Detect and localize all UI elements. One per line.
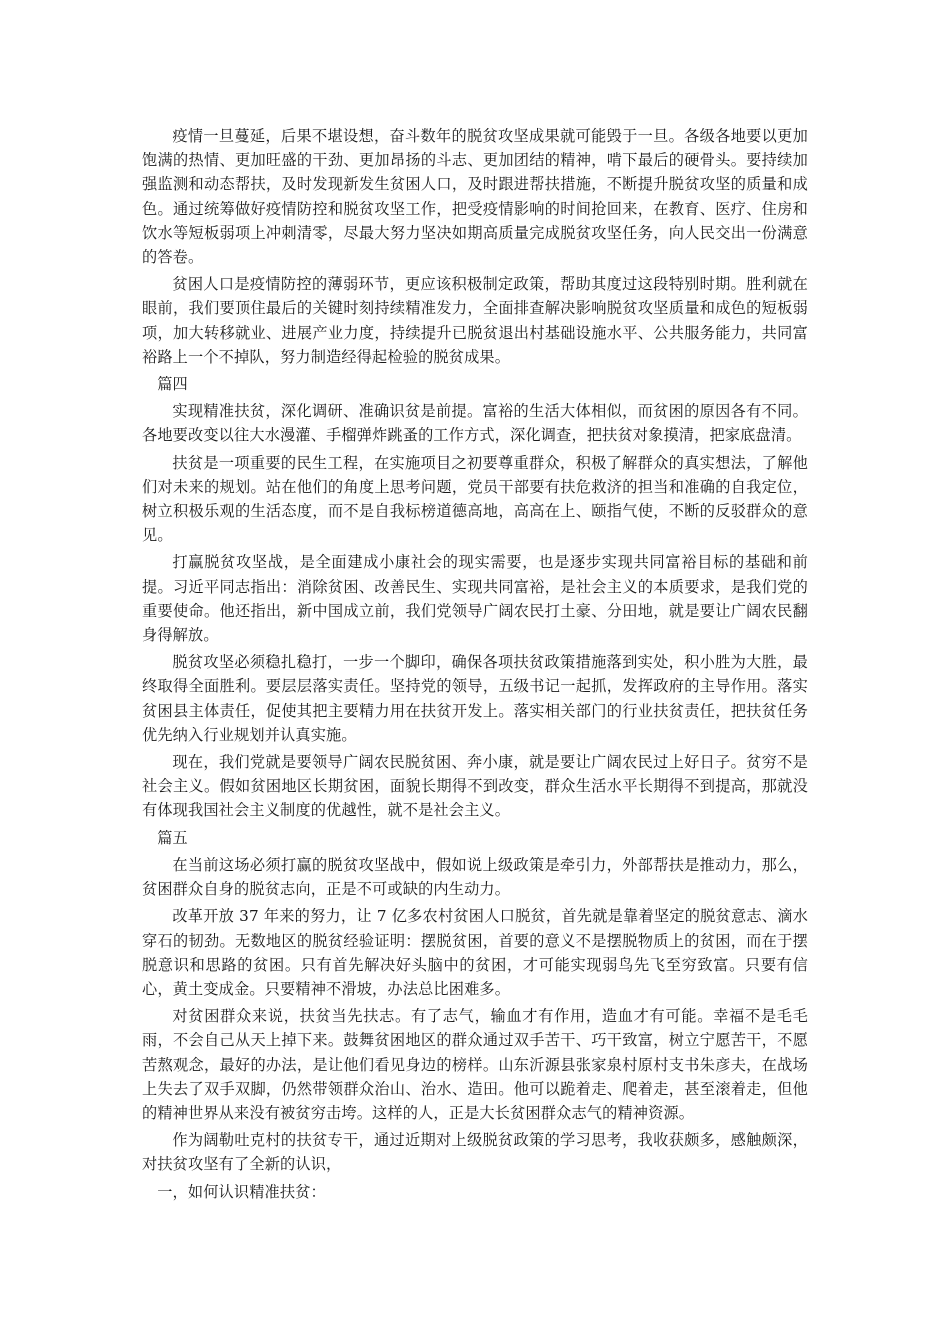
paragraph: 疫情一旦蔓延，后果不堪设想，奋斗数年的脱贫攻坚成果就可能毁于一旦。各级各地要以更加饱满的热情、更加旺盛的干劲、更加昂扬的斗志、更加团结的精神，啃下最后的硬骨头。要持续加强监测和动态帮扶，及时发现新发生贫困人口，及时跟进帮扶措施，不断提升脱贫攻坚的质量和成色。通过统筹做好疫情防控和脱贫攻坚工作，把受疫情影响的时间抢回来，在教育、医疗、住房和饮水等短板弱项上冲刺清零，尽最大努力坚决如期高质量完成脱贫攻坚任务，向人民交出一份满意的答卷。 (142, 127, 808, 267)
paragraph: 改革开放 37 年来的努力，让 7 亿多农村贫困人口脱贫，首先就是靠着坚定的脱贫意志、滴水穿石的韧劲。无数地区的脱贫经验证明：摆脱贫困，首要的意义不是摆脱物质上的贫困，而在于摆脱意识和思路的贫困。只有首先解决好头脑中的贫困，才可能实现弱鸟先飞至穷致富。只要有信心，黄土变成金。只要精神不滑坡，办法总比困难多。 (142, 907, 808, 998)
paragraph: 实现精准扶贫，深化调研、准确识贫是前提。富裕的生活大体相似，而贫困的原因各有不同。各地要改变以往大水漫灌、手榴弹炸跳蚤的工作方式，深化调查，把扶贫对象摸清，把家底盘清。 (142, 402, 808, 445)
paragraph: 贫困人口是疫情防控的薄弱环节，更应该积极制定政策，帮助其度过这段特别时期。胜利就在眼前，我们要顶住最后的关键时刻持续精准发力，全面排查解决影响脱贫攻坚质量和成色的短板弱项，加大转移就业、进展产业力度，持续提升已脱贫退出村基础设施水平、公共服务能力，共同富裕路上一个不掉队，努力制造经得起检验的脱贫成果。 (142, 275, 808, 366)
paragraph: 打赢脱贫攻坚战，是全面建成小康社会的现实需要，也是逐步实现共同富裕目标的基础和前提。习近平同志指出：消除贫困、改善民生、实现共同富裕，是社会主义的本质要求，是我们党的重要使命。他还指出，新中国成立前，我们党领导广阔农民打土豪、分田地，就是要让广阔农民翻身得解放。 (142, 553, 808, 645)
section-heading: 篇四 (157, 375, 188, 394)
paragraph: 现在，我们党就是要领导广阔农民脱贫困、奔小康，就是要让广阔农民过上好日子。贫穷不是社会主义。假如贫困地区长期贫困，面貌长期得不到改变，群众生活水平长期得不到提高，那就没有体现我国社会主义制度的优越性，就不是社会主义。 (142, 753, 808, 820)
paragraph: 作为阔勒吐克村的扶贫专干，通过近期对上级脱贫政策的学习思考，我收获颇多，感触颇深，对扶贫攻坚有了全新的认识， (142, 1131, 808, 1174)
section-heading: 篇五 (157, 828, 188, 847)
paragraph: 对贫困群众来说，扶贫当先扶志。有了志气，输血才有作用，造血才有可能。幸福不是毛毛雨，不会自己从天上掉下来。鼓舞贫困地区的群众通过双手苦干、巧干致富，树立宁愿苦干，不愿苦熬观念，最好的办法，是让他们看见身边的榜样。山东沂源县张家泉村原村支书朱彦夫，在战场上失去了双手双脚，仍然带领群众治山、治水、造田。他可以跪着走、爬着走，甚至滚着走，但他的精神世界从来没有被贫穷击垮。这样的人，正是大长贫困群众志气的精神资源。 (142, 1007, 808, 1122)
paragraph: 脱贫攻坚必须稳扎稳打，一步一个脚印，确保各项扶贫政策措施落到实处，积小胜为大胜，最终取得全面胜利。要层层落实责任。坚持党的领导，五级书记一起抓，发挥政府的主导作用。落实贫困县主体责任，促使其把主要精力用在扶贫开发上。落实相关部门的行业扶贫责任，把扶贫任务优先纳入行业规划并认真实施。 (142, 653, 808, 744)
document-body (142, 124, 808, 1207)
section-heading: 一，如何认识精准扶贫： (157, 1182, 326, 1201)
paragraph: 在当前这场必须打赢的脱贫攻坚战中，假如说上级政策是牵引力，外部帮扶是推动力，那么，贫困群众自身的脱贫志向，正是不可或缺的内生动力。 (142, 855, 808, 899)
paragraph: 扶贫是一项重要的民生工程，在实施项目之初要尊重群众，积极了解群众的真实想法，了解他们对未来的规划。站在他们的角度上思考问题，党员干部要有扶危救济的担当和准确的自我定位，树立积极乐观的生活态度，而不是自我标榜道德高地，高高在上、颐指气使，不断的反驳群众的意见。 (142, 453, 808, 545)
